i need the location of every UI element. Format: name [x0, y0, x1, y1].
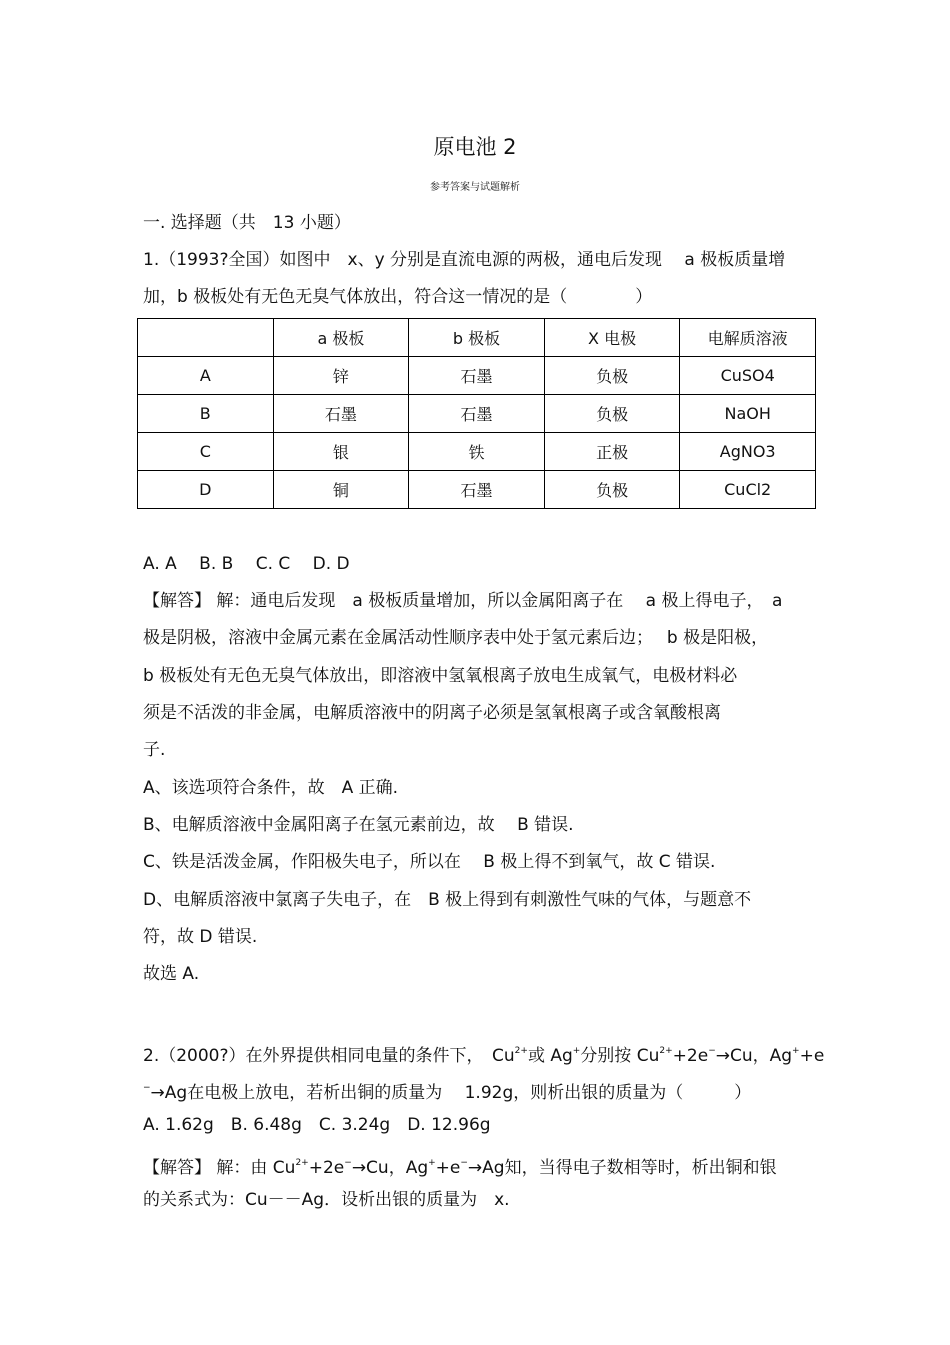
table-cell: 正极 — [544, 433, 680, 471]
table-cell: NaOH — [680, 395, 816, 433]
q1-stem-line-1: 1.（1993?全国）如图中 x、y 分别是直流电源的两极，通电后发现 a 极板质量增 — [143, 250, 786, 270]
q2-stem-line-2 — [143, 1078, 751, 1103]
table-row — [138, 433, 816, 471]
table-cell: 石墨 — [409, 395, 545, 433]
q1-answer-line: 符，故 D 错误. — [143, 927, 258, 947]
table-cell: 铜 — [273, 471, 409, 509]
q1-answer-line: 【解答】 解：通电后发现 a 极板质量增加，所以金属阳离子在 a 极上得电子， a — [143, 591, 783, 611]
q1-answer-line: 故选 A. — [143, 964, 200, 984]
q1-table — [137, 318, 816, 509]
table-cell: AgNO3 — [680, 433, 816, 471]
table-header-row — [138, 319, 816, 357]
q1-answer-line: 子. — [143, 740, 166, 760]
section-heading: 一. 选择题（共 13 小题） — [143, 213, 351, 233]
superscript: 2+ — [295, 1158, 309, 1168]
table-header-cell — [138, 319, 274, 357]
superscript: + — [572, 1046, 581, 1056]
table-cell: 负极 — [544, 357, 680, 395]
superscript: − — [344, 1158, 352, 1168]
superscript: − — [460, 1158, 468, 1168]
table-cell: 石墨 — [409, 357, 545, 395]
text-fragment: →Cu，Ag — [351, 1158, 429, 1178]
q2-answer-line-2: 的关系式为：Cu－－Ag．设析出银的质量为 x. — [143, 1190, 510, 1210]
text-fragment: +2e — [672, 1046, 709, 1066]
table-row — [138, 395, 816, 433]
q1-answer-line: D、电解质溶液中氯离子失电子，在 B 极上得到有刺激性气味的气体，与题意不 — [143, 890, 752, 910]
q2-answer-line-1 — [143, 1153, 777, 1178]
table-cell: CuCl2 — [680, 471, 816, 509]
page-subtitle: 参考答案与试题解析 — [430, 182, 520, 193]
superscript: − — [143, 1083, 151, 1093]
table-cell: CuSO4 — [680, 357, 816, 395]
table-header-cell: 电解质溶液 — [680, 319, 816, 357]
table-cell: 负极 — [544, 395, 680, 433]
table-row — [138, 471, 816, 509]
superscript: + — [792, 1046, 800, 1056]
table-header-cell: X 电极 — [544, 319, 680, 357]
table-cell: B — [138, 395, 274, 433]
table-cell: 铁 — [409, 433, 545, 471]
table-cell: 负极 — [544, 471, 680, 509]
q1-answer-line: b 极板处有无色无臭气体放出，即溶液中氢氧根离子放电生成氧气，电极材料必 — [143, 666, 738, 686]
table-header-cell: a 极板 — [273, 319, 409, 357]
table-row — [138, 357, 816, 395]
table-cell: 锌 — [273, 357, 409, 395]
q1-answer-line: B、电解质溶液中金属阳离子在氢元素前边，故 B 错误. — [143, 815, 574, 835]
text-fragment: →Ag知，当得电子数相等时，析出铜和银 — [467, 1158, 777, 1178]
text-fragment: 或 Ag — [527, 1046, 573, 1066]
table-cell: D — [138, 471, 274, 509]
text-fragment: →Ag在电极上放电，若析出铜的质量为 1.92g，则析出银的质量为（ ） — [150, 1083, 752, 1103]
q1-options: A. A B. B C. C D. D — [143, 554, 350, 574]
table-cell: 石墨 — [409, 471, 545, 509]
text-fragment: →Cu，Ag — [715, 1046, 793, 1066]
superscript: + — [428, 1158, 436, 1168]
q1-answer-line: 须是不活泼的非金属，电解质溶液中的阴离子必须是氢氧根离子或含氧酸根离 — [143, 703, 721, 723]
superscript: − — [708, 1046, 716, 1056]
superscript: 2+ — [659, 1046, 673, 1056]
q1-answer-line: 极是阴极，溶液中金属元素在金属活动性顺序表中处于氢元素后边； b 极是阳极， — [143, 628, 769, 648]
page-title: 原电池 2 — [433, 135, 517, 159]
q1-answer-line: A、该选项符合条件，故 A 正确. — [143, 778, 399, 798]
table-header-cell: b 极板 — [409, 319, 545, 357]
superscript: 2+ — [514, 1046, 528, 1056]
q1-answer-line: C、铁是活泼金属，作阳极失电子，所以在 B 极上得不到氧气，故 C 错误. — [143, 852, 716, 872]
q2-stem-line-1 — [143, 1041, 824, 1066]
table-cell: C — [138, 433, 274, 471]
table-cell: 石墨 — [273, 395, 409, 433]
text-fragment: +e — [799, 1046, 825, 1066]
table-cell: 银 — [273, 433, 409, 471]
text-fragment: 分别按 Cu — [580, 1046, 660, 1066]
text-fragment: 【解答】 解：由 Cu — [143, 1158, 296, 1178]
q1-stem-line-2: 加，b 极板处有无色无臭气体放出，符合这一情况的是（ ） — [143, 287, 653, 307]
text-fragment: +e — [435, 1158, 461, 1178]
table-cell: A — [138, 357, 274, 395]
q2-options: A. 1.62g B. 6.48g C. 3.24g D. 12.96g — [143, 1115, 491, 1135]
text-fragment: 2.（2000?）在外界提供相同电量的条件下， Cu — [143, 1046, 515, 1066]
text-fragment: +2e — [308, 1158, 345, 1178]
